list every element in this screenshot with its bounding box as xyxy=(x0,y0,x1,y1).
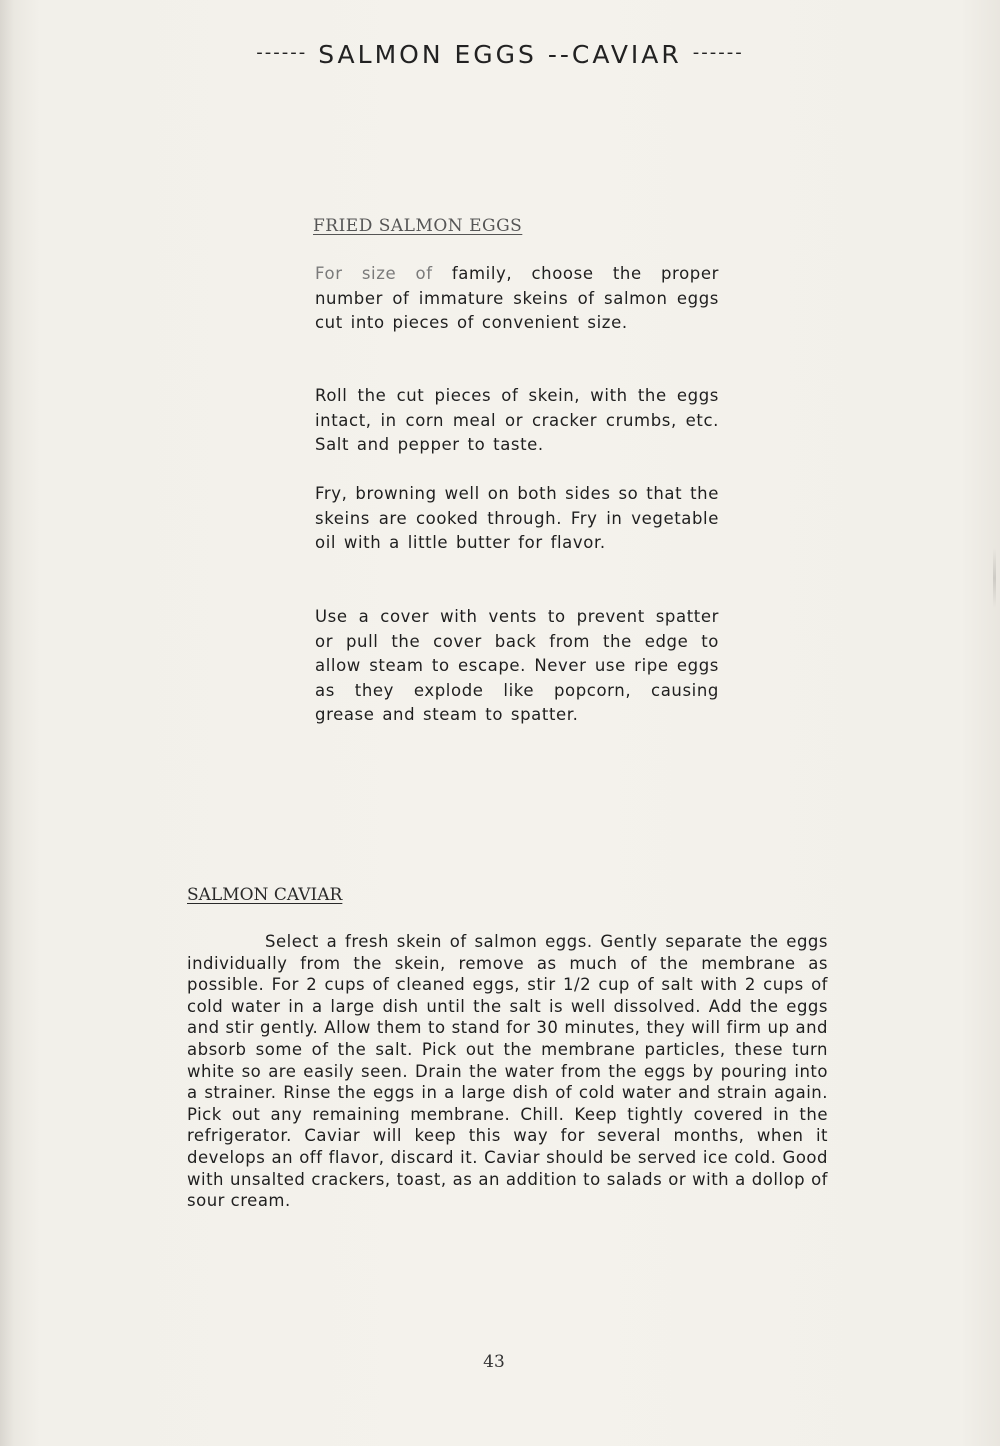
fried-paragraph-2: Roll the cut pieces of skein, with the eggs intact, in corn meal or cracker crumbs, etc. Salt and pepper to taste. xyxy=(315,386,719,454)
page-title: SALMON EGGS --CAVIAR xyxy=(318,40,682,69)
fried-paragraph-3: Fry, browning well on both sides so that the skeins are cooked through. Fry in vegetable oil with a little butter for flavor. xyxy=(315,484,719,552)
spine-shadow xyxy=(0,0,14,1446)
page-header xyxy=(0,40,1000,69)
header-dashes-left: ------ xyxy=(256,42,308,63)
fried-paragraph-4: Use a cover with vents to prevent spatter or pull the cover back from the edge to allow steam to escape. Never use ripe eggs as they explode like popcorn, causing grease and steam to spatter. xyxy=(315,607,719,724)
salmon-caviar-body: Select a fresh skein of salmon eggs. Gently separate the eggs individually from the skein, remove as much of the membrane as possible. For 2 cups of cleaned eggs, stir 1/2 cup of salt with 2 cups of cold water in a large dish until the salt is well dissolved. Add the eggs and stir gently. Allow them to stand for 30 minutes, they will firm up and absorb some of the salt. Pick out the membrane particles, these turn white so are easily seen. Drain the water from the eggs by pouring into a strainer. Rinse the eggs in a large dish of cold water and strain again. Pick out any remaining membrane. Chill. Keep tightly covered in the refrigerator. Caviar will keep this way for several months, when it develops an off flavor, discard it. Caviar should be served ice cold. Good with unsalted crackers, toast, as an addition to salads or with a dollop of sour cream. xyxy=(187,932,828,1211)
salmon-caviar-title: SALMON CAVIAR xyxy=(187,885,343,905)
page-number: 43 xyxy=(483,1352,505,1372)
page-edge-mark xyxy=(993,548,996,608)
fried-paragraph-1-faded: For size of xyxy=(315,264,433,283)
fried-paragraph-1 xyxy=(315,262,719,336)
header-dashes-right: ------ xyxy=(692,42,744,63)
fried-salmon-eggs-title: FRIED SALMON EGGS xyxy=(313,216,523,236)
fried-paragraph-1-rest: family, choose the proper number of immature skeins of salmon eggs cut into pieces of convenient size. xyxy=(315,264,719,332)
